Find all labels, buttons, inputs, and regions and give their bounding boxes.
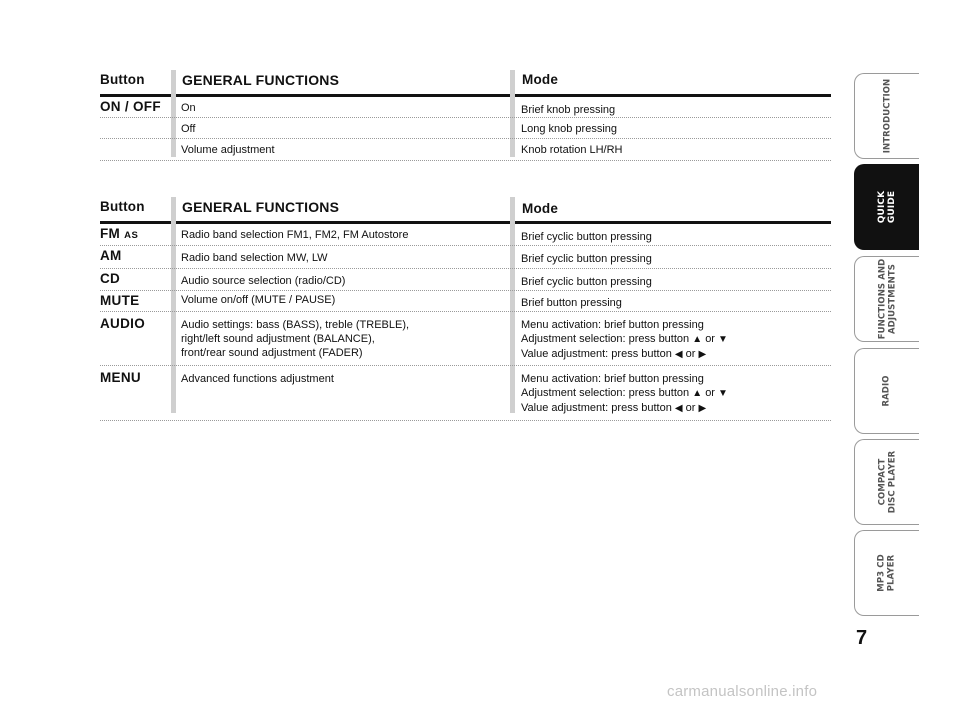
mode-line: Value adjustment: press button: [521, 402, 672, 414]
general-functions-table-2: [100, 199, 831, 421]
mode-line: Menu activation: brief button pressing: [521, 319, 704, 331]
header-mode: Mode: [522, 72, 559, 87]
header-button: Button: [100, 199, 145, 214]
watermark: carmanualsonline.info: [667, 683, 818, 700]
triangle-right-icon: ▶: [698, 403, 707, 414]
mode-text: Brief button pressing: [521, 297, 622, 309]
page-number: 7: [856, 627, 868, 649]
button-name: AUDIO: [100, 316, 145, 331]
triangle-right-icon: ▶: [698, 349, 707, 360]
tab-label: RADIO: [881, 375, 892, 407]
button-fm: FM: [100, 226, 121, 241]
function-text: Volume adjustment: [181, 144, 275, 156]
button-name: MUTE: [100, 293, 140, 308]
tab-label: QUICK GUIDE: [876, 190, 897, 224]
function-text: On: [181, 102, 196, 114]
table-header: [100, 72, 831, 94]
function-text: [181, 318, 409, 360]
table-header: [100, 199, 831, 221]
tab-label: INTRODUCTION: [882, 78, 893, 154]
table-row: [100, 366, 831, 421]
or-word: or: [685, 402, 696, 414]
tab-label: FUNCTIONS AND ADJUSTMENTS: [877, 258, 897, 340]
tab-functions-and-adjustments[interactable]: [854, 256, 919, 342]
header-general-functions: GENERAL FUNCTIONS: [182, 72, 340, 88]
button-name: CD: [100, 271, 121, 286]
mode-line: Adjustment selection: press button: [521, 333, 690, 345]
triangle-left-icon: ◀: [674, 349, 683, 360]
tab-introduction[interactable]: [854, 73, 919, 159]
function-line: right/left sound adjustment (BALANCE),: [181, 333, 375, 345]
header-mode: Mode: [522, 201, 559, 216]
table-row: [100, 139, 831, 161]
mode-text: Knob rotation LH/RH: [521, 144, 623, 156]
function-text: Advanced functions adjustment: [181, 373, 334, 385]
mode-line: Adjustment selection: press button: [521, 387, 690, 399]
button-name: MENU: [100, 370, 141, 385]
table-row: [100, 291, 831, 312]
tab-compact-disc-player[interactable]: [854, 439, 919, 525]
tab-label: COMPACT DISC PLAYER: [877, 450, 897, 514]
function-line: Audio settings: bass (BASS), treble (TREBLE),: [181, 319, 410, 331]
function-text: Radio band selection FM1, FM2, FM Autostore: [181, 229, 409, 241]
table-row: [100, 97, 831, 118]
mode-text: Brief cyclic button pressing: [521, 231, 652, 243]
mode-line: Menu activation: brief button pressing: [521, 373, 704, 385]
function-text: Volume on/off (MUTE / PAUSE): [181, 294, 336, 306]
table-row: [100, 224, 831, 246]
mode-text: Long knob pressing: [521, 123, 618, 135]
tab-label: MP3 CD PLAYER: [877, 554, 897, 592]
tab-quick-guide[interactable]: [854, 164, 919, 250]
header-button: Button: [100, 72, 145, 87]
mode-text: Brief cyclic button pressing: [521, 253, 652, 265]
triangle-down-icon: ▼: [718, 334, 728, 345]
triangle-up-icon: ▲: [692, 388, 703, 399]
button-fm-sub: AS: [124, 230, 139, 241]
mode-text: [521, 372, 728, 416]
function-text: Off: [181, 123, 196, 135]
button-name: AM: [100, 248, 122, 263]
or-word: or: [705, 333, 715, 345]
table-row: [100, 246, 831, 269]
table-row: [100, 312, 831, 366]
function-line: front/rear sound adjustment (FADER): [181, 347, 363, 359]
header-general-functions: GENERAL FUNCTIONS: [182, 199, 340, 215]
mode-text: Brief knob pressing: [521, 104, 616, 116]
mode-text: [521, 318, 728, 362]
mode-text: Brief cyclic button pressing: [521, 276, 652, 288]
general-functions-table-1: [100, 72, 831, 161]
or-word: or: [685, 348, 696, 360]
triangle-down-icon: ▼: [718, 388, 728, 399]
tab-mp3-cd-player[interactable]: [854, 530, 919, 616]
triangle-up-icon: ▲: [692, 334, 703, 345]
button-name: [100, 226, 138, 241]
table-row: [100, 118, 831, 139]
table-row: [100, 269, 831, 291]
function-text: Audio source selection (radio/CD): [181, 275, 346, 287]
function-text: Radio band selection MW, LW: [181, 252, 328, 264]
mode-line: Value adjustment: press button: [521, 348, 672, 360]
triangle-left-icon: ◀: [674, 403, 683, 414]
tab-radio[interactable]: [854, 348, 919, 434]
button-name: ON / OFF: [100, 99, 161, 114]
or-word: or: [705, 387, 715, 399]
